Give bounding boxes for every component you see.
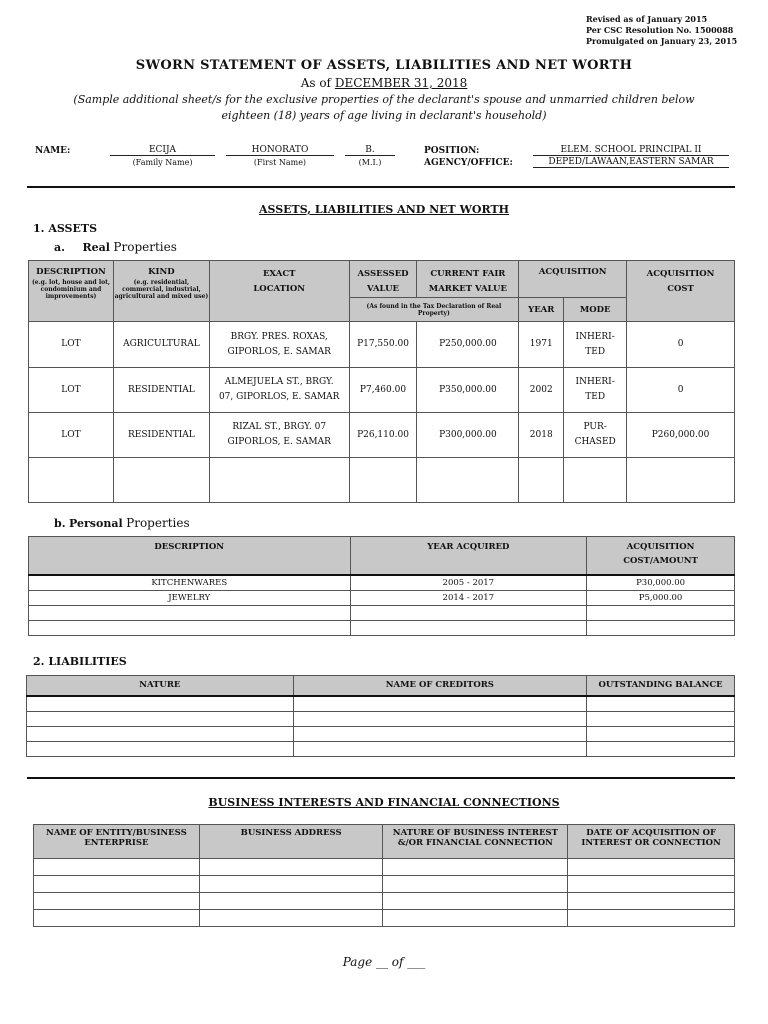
cell-year: 1971	[519, 322, 564, 368]
mode-line: TED	[585, 346, 606, 357]
header-description-note: (e.g. lot, house and lot, condominium and improvements)	[31, 279, 110, 300]
cell-mode	[564, 413, 627, 458]
header-nature: NATURE OF BUSINESS INTEREST &/OR FINANCIAL CONNECTION	[383, 825, 568, 859]
header-entity: NAME OF ENTITY/BUSINESS ENTERPRISE	[34, 825, 200, 859]
real-properties-table	[28, 260, 735, 503]
family-name-caption: (Family Name)	[132, 158, 193, 167]
cell-year: 2005 - 2017	[350, 575, 587, 591]
header-fair-1: CURRENT FAIR	[430, 269, 506, 279]
cell-assessed: P17,550.00	[349, 322, 417, 368]
table-row	[29, 368, 735, 413]
header-mode: MODE	[564, 298, 627, 322]
header-assessed	[349, 261, 417, 298]
personal-properties-table	[28, 536, 735, 636]
cell-cost: P260,000.00	[627, 413, 735, 458]
table-row-empty	[34, 859, 735, 876]
table-row-empty	[34, 876, 735, 893]
cell-kind: RESIDENTIAL	[113, 413, 209, 458]
real-rest: Properties	[113, 240, 177, 254]
header-location	[209, 261, 349, 322]
cell-description: KITCHENWARES	[29, 575, 351, 591]
cell-description: LOT	[29, 368, 114, 413]
header-year-acquired: YEAR ACQUIRED	[350, 537, 587, 575]
cell-cost: P5,000.00	[587, 590, 735, 605]
table-row-empty	[34, 893, 735, 910]
tax-note: (As found in the Tax Declaration of Real Property)	[366, 302, 502, 317]
revision-note	[586, 14, 737, 47]
revision-line: Revised as of January 2015	[586, 14, 708, 24]
table-row	[29, 590, 735, 605]
header-acquisition	[519, 261, 627, 298]
header-cost	[587, 537, 735, 575]
cell-mode	[564, 322, 627, 368]
as-of-label: As of	[300, 76, 331, 90]
table-row-empty	[27, 726, 735, 741]
section-divider	[27, 777, 735, 779]
header-nature: NATURE	[27, 676, 294, 696]
location-line: GIPORLOS, E. SAMAR	[227, 346, 331, 357]
table-row-empty	[34, 910, 735, 927]
header-cost-1: ACQUISITION	[626, 542, 695, 552]
business-heading: BUSINESS INTERESTS AND FINANCIAL CONNECTIONS	[208, 796, 560, 809]
family-name-field: ECIJA	[110, 145, 215, 156]
as-of-line	[0, 76, 768, 90]
location-line: 07, GIPORLOS, E. SAMAR	[218, 392, 340, 402]
cell-year: 2018	[519, 413, 564, 458]
location-line: GIPORLOS, E. SAMAR	[227, 437, 331, 447]
table-row-empty	[29, 605, 735, 620]
header-kind-label: KIND	[148, 267, 175, 277]
location-line: BRGY. PRES. ROXAS,	[230, 331, 328, 342]
name-label: NAME:	[35, 146, 71, 156]
header-tax-note	[349, 298, 519, 322]
header-address: BUSINESS ADDRESS	[199, 825, 383, 859]
cell-cost: P30,000.00	[587, 575, 735, 591]
header-acquisition-label: ACQUISITION	[538, 267, 607, 277]
location-line: ALMEJUELA ST., BRGY.	[224, 377, 334, 387]
header-kind	[113, 261, 209, 322]
mode-line: INHERI-	[575, 331, 615, 342]
header-description-label: DESCRIPTION	[36, 267, 106, 277]
personal-rest: Properties	[126, 516, 190, 530]
mode-line: TED	[585, 392, 606, 402]
table-row	[29, 322, 735, 368]
header-cost-2: COST/AMOUNT	[623, 556, 698, 566]
alnw-heading: ASSETS, LIABILITIES AND NET WORTH	[258, 203, 510, 216]
business-table	[33, 824, 735, 927]
table-row-empty	[29, 620, 735, 635]
header-cost-1: ACQUISITION	[646, 269, 715, 279]
cell-kind: RESIDENTIAL	[113, 368, 209, 413]
personal-prefix: b.	[54, 517, 66, 530]
header-cost	[627, 261, 735, 322]
position-field: ELEM. SCHOOL PRINCIPAL II	[533, 145, 729, 156]
cell-cost: 0	[627, 322, 735, 368]
position-label: POSITION:	[424, 146, 480, 156]
cell-location	[209, 322, 349, 368]
header-creditors: NAME OF CREDITORS	[293, 676, 587, 696]
mi-field: B.	[345, 145, 395, 156]
cell-description: LOT	[29, 322, 114, 368]
cell-assessed: P7,460.00	[349, 368, 417, 413]
header-description	[29, 261, 114, 322]
mode-line: CHASED	[574, 437, 616, 447]
header-year: YEAR	[519, 298, 564, 322]
table-row	[29, 575, 735, 591]
real-properties-label	[54, 240, 177, 254]
cell-cost: 0	[627, 368, 735, 413]
mi-caption: (M.I.)	[358, 158, 382, 167]
revision-line: Promulgated on January 23, 2015	[586, 36, 738, 46]
page-number: Page __ of ___	[342, 955, 426, 969]
personal-properties-label	[54, 516, 190, 530]
header-assessed-2: VALUE	[367, 284, 399, 294]
liabilities-label: 2. LIABILITIES	[33, 655, 127, 668]
cell-description: JEWELRY	[29, 590, 351, 605]
personal-bold: Personal	[69, 517, 123, 530]
mode-line: PUR-	[583, 422, 607, 432]
header-fair-value	[417, 261, 519, 298]
cell-year: 2002	[519, 368, 564, 413]
cell-fair: P250,000.00	[417, 322, 519, 368]
liabilities-table	[26, 675, 735, 757]
real-prefix: a.	[54, 241, 65, 254]
header-description: DESCRIPTION	[29, 537, 351, 575]
table-row-empty	[27, 711, 735, 726]
cell-description: LOT	[29, 413, 114, 458]
first-name-caption: (First Name)	[253, 158, 307, 167]
header-location-label: LOCATION	[253, 284, 306, 294]
agency-label: AGENCY/OFFICE:	[424, 158, 513, 168]
table-row-empty	[27, 696, 735, 712]
cell-fair: P300,000.00	[417, 413, 519, 458]
cell-fair: P350,000.00	[417, 368, 519, 413]
cell-year: 2014 - 2017	[350, 590, 587, 605]
cell-location	[209, 413, 349, 458]
table-row	[29, 413, 735, 458]
header-date: DATE OF ACQUISITION OF INTEREST OR CONNECTION	[568, 825, 735, 859]
as-of-date: DECEMBER 31, 2018	[334, 76, 468, 90]
header-assessed-1: ASSESSED	[357, 269, 409, 279]
header-exact: EXACT	[262, 269, 296, 279]
header-kind-note: (e.g. residential, commercial, industrial, agricultural and mixed use)	[114, 279, 209, 300]
header-cost-2: COST	[667, 284, 694, 294]
cell-mode	[564, 368, 627, 413]
header-balance: OUTSTANDING BALANCE	[587, 676, 735, 696]
first-name-field: HONORATO	[226, 145, 334, 156]
location-line: RIZAL ST., BRGY. 07	[232, 422, 327, 432]
assets-label: 1. ASSETS	[33, 222, 98, 235]
table-row-empty	[29, 458, 735, 503]
mode-line: INHERI-	[575, 377, 615, 387]
table-row-empty	[27, 741, 735, 756]
header-fair-2: MARKET VALUE	[428, 284, 507, 294]
revision-line: Per CSC Resolution No. 1500088	[586, 25, 734, 35]
document-title: SWORN STATEMENT OF ASSETS, LIABILITIES AND NET WORTH	[135, 58, 633, 73]
cell-kind: AGRICULTURAL	[113, 322, 209, 368]
real-bold: Real	[82, 241, 110, 254]
cell-assessed: P26,110.00	[349, 413, 417, 458]
section-divider	[27, 186, 735, 188]
instruction-note: (Sample additional sheet/s for the exclusive properties of the declarant's spouse and unmarried children below eighteen (18) years of age living in declarant's household)	[73, 93, 695, 122]
agency-field: DEPED/LAWAAN,EASTERN SAMAR	[533, 157, 729, 168]
cell-location	[209, 368, 349, 413]
